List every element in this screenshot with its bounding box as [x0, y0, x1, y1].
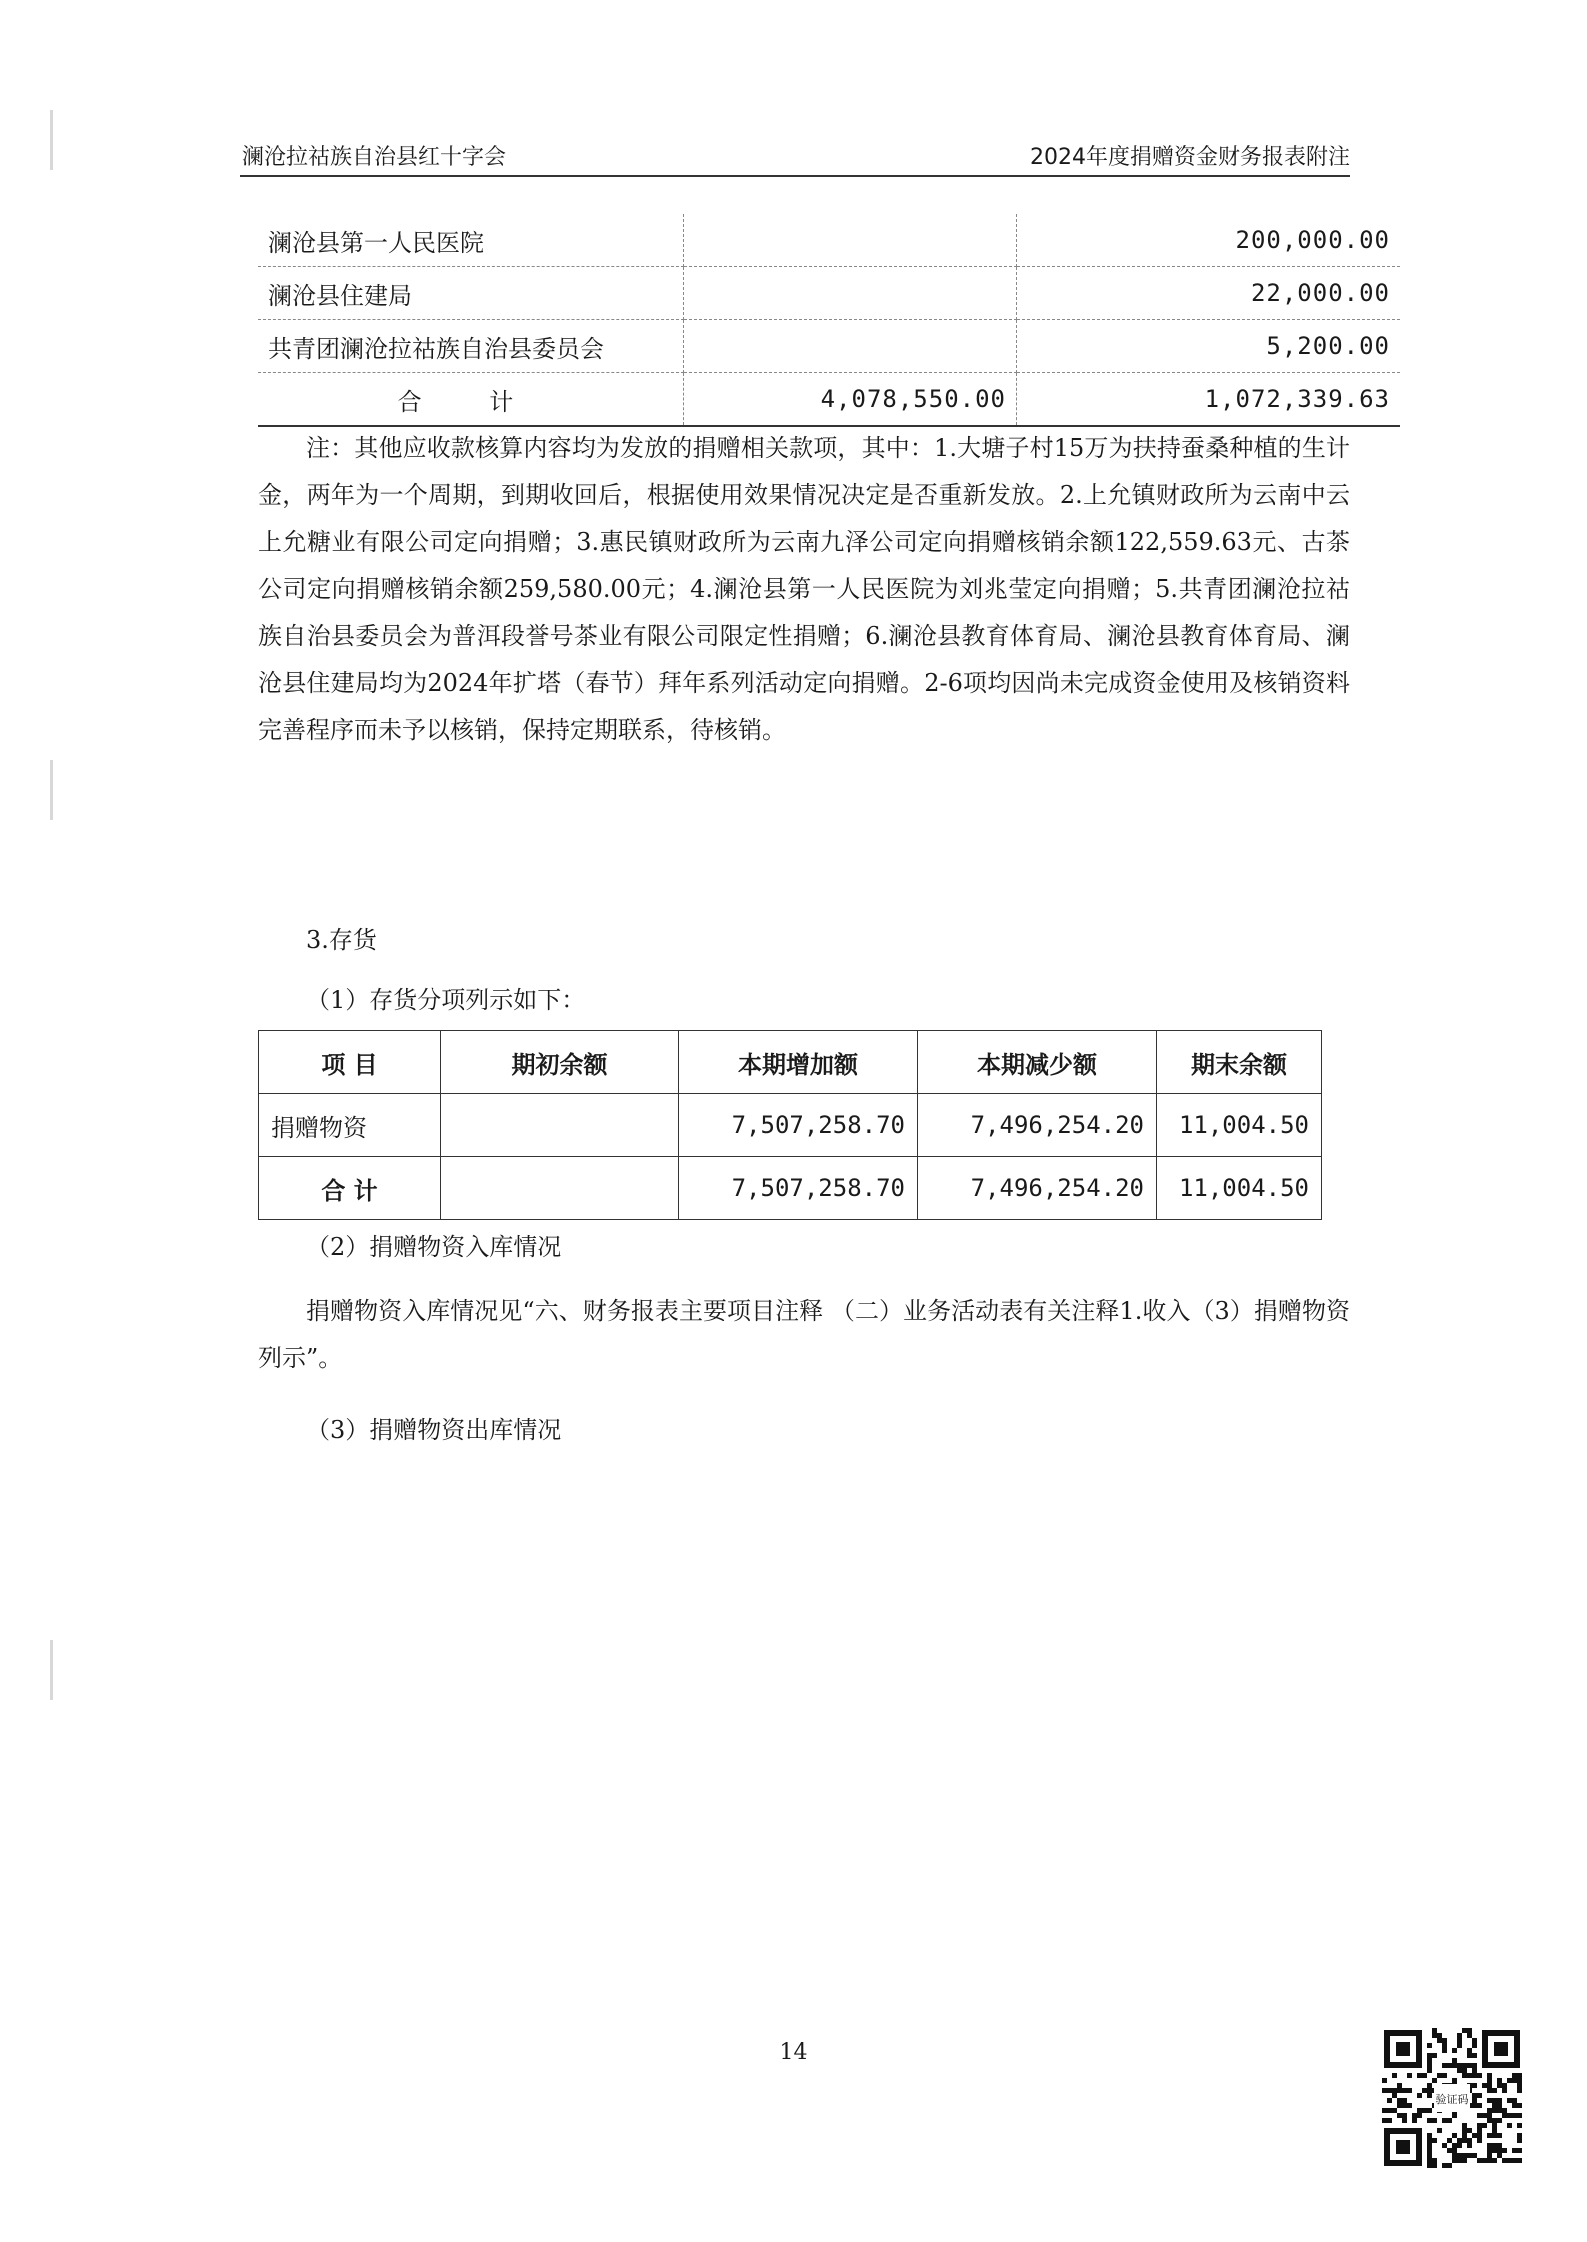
cell-closing: 11,004.50 — [1157, 1094, 1322, 1157]
row-name: 澜沧县第一人民医院 — [258, 214, 684, 267]
cell-increase: 7,507,258.70 — [679, 1157, 918, 1220]
cell-decrease: 7,496,254.20 — [918, 1157, 1157, 1220]
header-divider — [240, 175, 1350, 177]
inventory-table — [258, 1030, 1322, 1220]
table-row — [258, 214, 1400, 267]
subsection-title-inventory-items: （1）存货分项列示如下： — [306, 986, 586, 1014]
column-header: 期末余额 — [1157, 1031, 1322, 1094]
column-header: 期初余额 — [441, 1031, 679, 1094]
row-col3: 22,000.00 — [1017, 267, 1401, 320]
row-col3: 5,200.00 — [1017, 320, 1401, 373]
column-header: 项 目 — [259, 1031, 441, 1094]
donation-in-text: 捐赠物资入库情况见“六、财务报表主要项目注释 （二）业务活动表有关注释1.收入（3）捐赠物资列示”。 — [258, 1297, 1350, 1372]
cell-opening — [441, 1094, 679, 1157]
scan-margin-mark — [50, 760, 53, 820]
row-col2 — [684, 214, 1017, 267]
section-title-inventory: 3.存货 — [306, 926, 377, 954]
row-name: 澜沧县住建局 — [258, 267, 684, 320]
row-col3: 200,000.00 — [1017, 214, 1401, 267]
receivables-note: 注：其他应收款核算内容均为发放的捐赠相关款项，其中：1.大塘子村15万为扶持蚕桑种植的生计金，两年为一个周期，到期收回后，根据使用效果情况决定是否重新发放。2.上允镇财政所为云南中云上允糖业有限公司定向捐赠；3.惠民镇财政所为云南九泽公司定向捐赠核销余额122,559.63元、古茶公司定向捐赠核销余额259,580.00元；4.澜沧县第一人民医院为刘兆莹定向捐赠；5.共青团澜沧拉祜族自治县委员会为普洱段誉号茶业有限公司限定性捐赠；6.澜沧县教育体育局、澜沧县教育体育局、澜沧县住建局均为2024年扩塔（春节）拜年系列活动定向捐赠。2-6项均因尚未完成资金使用及核销资料完善程序而未予以核销，保持定期联系，待核销。 — [258, 434, 1350, 744]
total-col2: 4,078,550.00 — [684, 373, 1017, 427]
row-col2 — [684, 320, 1017, 373]
header-organization: 澜沧拉祜族自治县红十字会 — [242, 145, 507, 170]
table-row — [259, 1094, 1322, 1157]
cell-decrease: 7,496,254.20 — [918, 1094, 1157, 1157]
total-label: 合 计 — [258, 373, 684, 427]
qr-label: 验证码 — [1435, 2093, 1469, 2106]
page-number: 14 — [779, 2040, 808, 2065]
header-report-title: 2024年度捐赠资金财务报表附注 — [1030, 145, 1350, 170]
scan-margin-mark — [50, 110, 53, 170]
subsection-title-donation-out: （3）捐赠物资出库情况 — [306, 1416, 562, 1444]
cell-closing: 11,004.50 — [1157, 1157, 1322, 1220]
table-total-row — [258, 373, 1400, 427]
table-row — [258, 267, 1400, 320]
cell-item: 捐赠物资 — [259, 1094, 441, 1157]
receivables-table — [258, 214, 1400, 427]
cell-opening — [441, 1157, 679, 1220]
total-col3: 1,072,339.63 — [1017, 373, 1401, 427]
qr-code-icon — [1382, 2028, 1522, 2168]
table-header-row — [259, 1031, 1322, 1094]
row-name: 共青团澜沧拉祜族自治县委员会 — [258, 320, 684, 373]
subsection-title-donation-in: （2）捐赠物资入库情况 — [306, 1233, 562, 1261]
column-header: 本期增加额 — [679, 1031, 918, 1094]
table-total-row — [259, 1157, 1322, 1220]
cell-item: 合 计 — [259, 1157, 441, 1220]
cell-increase: 7,507,258.70 — [679, 1094, 918, 1157]
table-row — [258, 320, 1400, 373]
column-header: 本期减少额 — [918, 1031, 1157, 1094]
row-col2 — [684, 267, 1017, 320]
scan-margin-mark — [50, 1640, 53, 1700]
